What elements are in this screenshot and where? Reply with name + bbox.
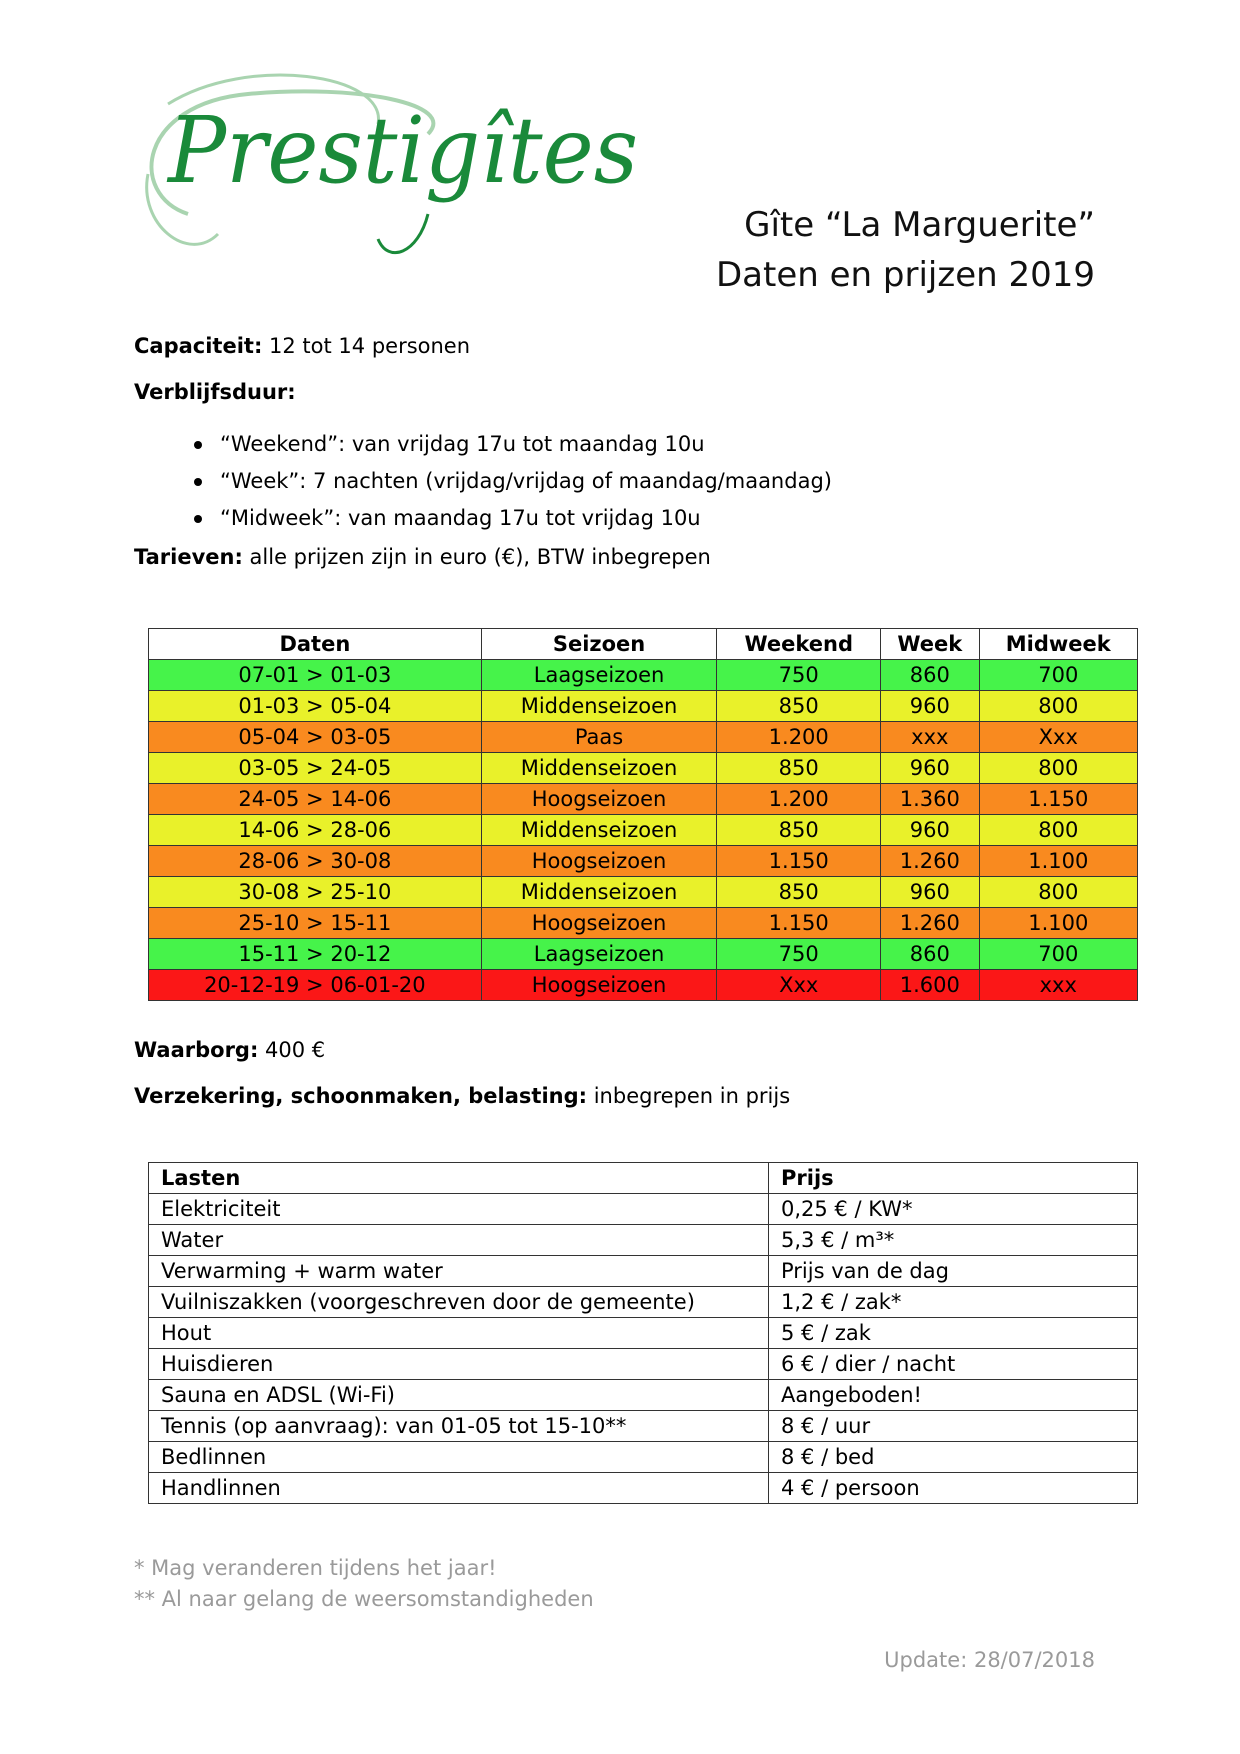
table-cell: 850 <box>717 753 881 784</box>
table-cell: 1.260 <box>881 846 979 877</box>
deposit-line <box>134 1038 325 1062</box>
table-cell: Laagseizoen <box>481 939 717 970</box>
table-cell: 960 <box>881 815 979 846</box>
column-header: Daten <box>149 629 482 660</box>
table-row <box>149 939 1138 970</box>
stay-duration-label: Verblijfsduur: <box>134 380 296 404</box>
list-item: “Midweek”: van maandag 17u tot vrijdag 10u <box>190 500 832 537</box>
table-row <box>149 784 1138 815</box>
table-cell: Elektriciteit <box>149 1194 769 1225</box>
table-cell: 1.600 <box>881 970 979 1001</box>
costs-table <box>148 1162 1138 1504</box>
table-cell: 960 <box>881 691 979 722</box>
table-cell: 850 <box>717 691 881 722</box>
table-cell: Laagseizoen <box>481 660 717 691</box>
table-row <box>149 1194 1138 1225</box>
table-cell: 1.360 <box>881 784 979 815</box>
table-row <box>149 970 1138 1001</box>
table-cell: 0,25 € / KW* <box>769 1194 1138 1225</box>
table-row <box>149 1411 1138 1442</box>
capacity-label: Capaciteit: <box>134 334 263 358</box>
table-row <box>149 722 1138 753</box>
table-cell: 1.100 <box>979 908 1137 939</box>
rates-value: alle prijzen zijn in euro (€), BTW inbegrepen <box>242 545 711 569</box>
table-cell: 1.150 <box>717 846 881 877</box>
deposit-value: 400 € <box>258 1038 326 1062</box>
column-header: Seizoen <box>481 629 717 660</box>
table-cell: 960 <box>881 753 979 784</box>
table-cell: 750 <box>717 939 881 970</box>
table-cell: 24-05 > 14-06 <box>149 784 482 815</box>
table-cell: Paas <box>481 722 717 753</box>
table-cell: 6 € / dier / nacht <box>769 1349 1138 1380</box>
table-row <box>149 691 1138 722</box>
update-date: Update: 28/07/2018 <box>884 1648 1095 1672</box>
rates-line <box>134 545 711 569</box>
table-cell: 750 <box>717 660 881 691</box>
table-row <box>149 1287 1138 1318</box>
table-cell: 15-11 > 20-12 <box>149 939 482 970</box>
column-header: Midweek <box>979 629 1137 660</box>
table-row <box>149 815 1138 846</box>
table-cell: 30-08 > 25-10 <box>149 877 482 908</box>
table-cell: Water <box>149 1225 769 1256</box>
list-item: “Week”: 7 nachten (vrijdag/vrijdag of maandag/maandag) <box>190 463 832 500</box>
table-cell: 1.200 <box>717 722 881 753</box>
table-row <box>149 877 1138 908</box>
table-cell: 960 <box>881 877 979 908</box>
table-cell: 5 € / zak <box>769 1318 1138 1349</box>
table-cell: Handlinnen <box>149 1473 769 1504</box>
table-row <box>149 1256 1138 1287</box>
table-cell: 1.150 <box>717 908 881 939</box>
table-cell: Sauna en ADSL (Wi-Fi) <box>149 1380 769 1411</box>
table-row <box>149 908 1138 939</box>
table-cell: 25-10 > 15-11 <box>149 908 482 939</box>
table-cell: Hoogseizoen <box>481 846 717 877</box>
table-cell: 700 <box>979 660 1137 691</box>
included-label: Verzekering, schoonmaken, belasting: <box>134 1084 588 1108</box>
table-row <box>149 846 1138 877</box>
table-cell: 700 <box>979 939 1137 970</box>
table-cell: 860 <box>881 660 979 691</box>
table-cell: 01-03 > 05-04 <box>149 691 482 722</box>
table-cell: 800 <box>979 815 1137 846</box>
column-header: Prijs <box>769 1163 1138 1194</box>
table-cell: xxx <box>881 722 979 753</box>
column-header: Lasten <box>149 1163 769 1194</box>
title-line-1: Gîte “La Marguerite” <box>744 205 1095 245</box>
table-cell: 1,2 € / zak* <box>769 1287 1138 1318</box>
logo-wordmark: Prestigîtes <box>166 97 638 204</box>
capacity-value: 12 tot 14 personen <box>262 334 471 358</box>
table-cell: Middenseizoen <box>481 815 717 846</box>
table-cell: 850 <box>717 877 881 908</box>
table-cell: Vuilniszakken (voorgeschreven door de gemeente) <box>149 1287 769 1318</box>
table-cell: 800 <box>979 753 1137 784</box>
rates-label: Tarieven: <box>134 545 243 569</box>
title-line-2: Daten en prijzen 2019 <box>716 255 1095 295</box>
table-cell: 8 € / bed <box>769 1442 1138 1473</box>
table-cell: 800 <box>979 877 1137 908</box>
included-value: inbegrepen in prijs <box>587 1084 791 1108</box>
deposit-label: Waarborg: <box>134 1038 259 1062</box>
column-header: Weekend <box>717 629 881 660</box>
footnote-2: ** Al naar gelang de weersomstandigheden <box>134 1587 594 1611</box>
table-cell: 03-05 > 24-05 <box>149 753 482 784</box>
table-cell: 14-06 > 28-06 <box>149 815 482 846</box>
table-cell: Hoogseizoen <box>481 784 717 815</box>
costs-table-header <box>149 1163 1138 1194</box>
table-cell: Tennis (op aanvraag): van 01-05 tot 15-10** <box>149 1411 769 1442</box>
table-cell: 20-12-19 > 06-01-20 <box>149 970 482 1001</box>
table-cell: 1.100 <box>979 846 1137 877</box>
table-cell: 07-01 > 01-03 <box>149 660 482 691</box>
price-table <box>148 628 1138 1001</box>
table-row <box>149 1442 1138 1473</box>
footnote-1: * Mag veranderen tijdens het jaar! <box>134 1556 497 1580</box>
table-row <box>149 1349 1138 1380</box>
stay-duration-line <box>134 380 296 404</box>
document-title <box>600 200 1095 300</box>
table-cell: Middenseizoen <box>481 753 717 784</box>
price-table-header <box>149 629 1138 660</box>
table-cell: Verwarming + warm water <box>149 1256 769 1287</box>
capacity-line <box>134 334 470 358</box>
table-cell: 5,3 € / m³* <box>769 1225 1138 1256</box>
table-cell: 800 <box>979 691 1137 722</box>
table-cell: Prijs van de dag <box>769 1256 1138 1287</box>
table-cell: Aangeboden! <box>769 1380 1138 1411</box>
column-header: Week <box>881 629 979 660</box>
table-cell: 850 <box>717 815 881 846</box>
table-cell: Hout <box>149 1318 769 1349</box>
table-cell: Hoogseizoen <box>481 970 717 1001</box>
table-cell: xxx <box>979 970 1137 1001</box>
table-cell: 28-06 > 30-08 <box>149 846 482 877</box>
table-cell: 860 <box>881 939 979 970</box>
table-row <box>149 660 1138 691</box>
table-cell: 1.150 <box>979 784 1137 815</box>
table-cell: 1.260 <box>881 908 979 939</box>
table-cell: Xxx <box>717 970 881 1001</box>
table-row <box>149 753 1138 784</box>
table-cell: Middenseizoen <box>481 691 717 722</box>
table-cell: Hoogseizoen <box>481 908 717 939</box>
stay-duration-list <box>190 426 832 537</box>
table-cell: 8 € / uur <box>769 1411 1138 1442</box>
table-row <box>149 1473 1138 1504</box>
table-cell: 4 € / persoon <box>769 1473 1138 1504</box>
table-cell: Bedlinnen <box>149 1442 769 1473</box>
table-cell: 1.200 <box>717 784 881 815</box>
list-item: “Weekend”: van vrijdag 17u tot maandag 10u <box>190 426 832 463</box>
table-row <box>149 1380 1138 1411</box>
included-line <box>134 1084 790 1108</box>
table-row <box>149 1318 1138 1349</box>
table-cell: 05-04 > 03-05 <box>149 722 482 753</box>
table-cell: Xxx <box>979 722 1137 753</box>
table-cell: Huisdieren <box>149 1349 769 1380</box>
table-row <box>149 1225 1138 1256</box>
table-cell: Middenseizoen <box>481 877 717 908</box>
prestigites-logo <box>128 64 668 264</box>
